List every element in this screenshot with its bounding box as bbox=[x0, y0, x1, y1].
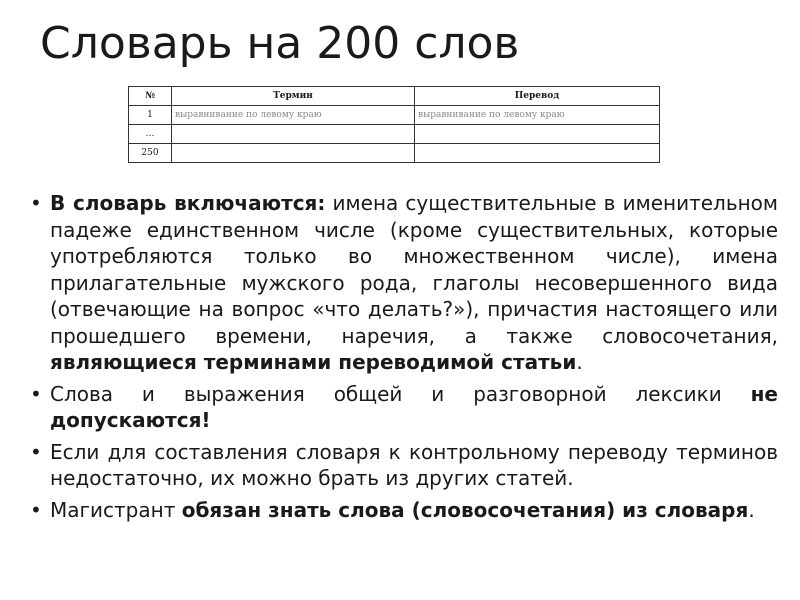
table-header-row bbox=[129, 87, 660, 106]
list-item bbox=[30, 439, 778, 492]
cell-number: … bbox=[129, 125, 172, 144]
bullet-icon: • bbox=[30, 439, 42, 464]
cell-translation bbox=[415, 144, 660, 163]
bullet-emphasis: обязан знать слова (словосочетания) из словаря bbox=[181, 497, 749, 522]
bullet-end: . bbox=[748, 497, 755, 522]
list-item bbox=[30, 497, 778, 524]
cell-number: 250 bbox=[129, 144, 172, 163]
cell-number: 1 bbox=[129, 106, 172, 125]
bullet-icon: • bbox=[30, 497, 42, 522]
table-row bbox=[129, 106, 660, 125]
bullet-text: имена существительные в именительном падеже единственном числе (кроме существительных, которые употребляются только во множественном числе), имена прилагательные мужского рода, глаголы несовершенного вида (отвечающие на вопрос «что делать?»), причастия настоящего или прошедшего времени, наречия, а также словосочетания, bbox=[50, 191, 779, 348]
bullet-text: Если для составления словаря к контрольному переводу терминов недостаточно, их можно брать из других статей. bbox=[50, 439, 778, 490]
bullet-emphasis: являющиеся терминами переводимой статьи bbox=[50, 350, 577, 374]
list-item bbox=[30, 190, 778, 376]
table-row bbox=[129, 125, 660, 144]
bullet-text: Магистрант bbox=[50, 497, 182, 522]
bullet-end: . bbox=[576, 350, 583, 374]
header-number: № bbox=[129, 87, 172, 106]
bullet-emphasis: не допускаются! bbox=[50, 381, 778, 432]
bullet-lead: В словарь включаются: bbox=[50, 191, 326, 215]
cell-term bbox=[172, 125, 415, 144]
slide-title: Словарь на 200 слов bbox=[40, 18, 520, 69]
list-item bbox=[30, 381, 778, 434]
header-translation: Перевод bbox=[415, 87, 660, 106]
bullet-icon: • bbox=[30, 191, 42, 215]
bullet-text: Слова и выражения общей и разговорной лексики bbox=[50, 381, 751, 406]
table-row bbox=[129, 144, 660, 163]
cell-translation: выравнивание по левому краю bbox=[415, 106, 660, 125]
cell-term bbox=[172, 144, 415, 163]
cell-term: выравнивание по левому краю bbox=[172, 106, 415, 125]
vocabulary-table bbox=[128, 86, 660, 163]
cell-translation bbox=[415, 125, 660, 144]
bullet-icon: • bbox=[30, 381, 42, 406]
rules-list bbox=[30, 190, 778, 528]
header-term: Термин bbox=[172, 87, 415, 106]
